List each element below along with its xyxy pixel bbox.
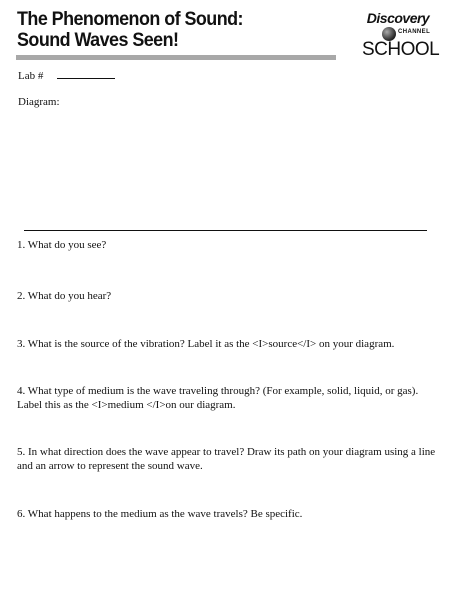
lab-label: Lab # [18,70,44,82]
lab-number-field [18,69,115,84]
title-line-2: Sound Waves Seen! [17,29,179,51]
diagram-label: Diagram: [18,96,60,108]
page-title [17,9,321,51]
title-line-1: The Phenomenon of Sound: [17,8,243,30]
question-4: 4. What type of medium is the wave traveling through? (For example, solid, liquid, or gas). Label this as the <I>medium </I>on our diagram. [17,385,419,411]
discovery-channel-school-logo [360,10,440,62]
question-1: 1. What do you see? [17,239,107,251]
logo-discovery-text: Discovery [366,10,430,26]
diagram-divider [24,230,427,231]
logo-school-text: SCHOOL [362,39,440,60]
question-5: 5. In what direction does the wave appear to travel? Draw its path on your diagram using a line and an arrow to represent the sound wave. [17,446,436,472]
question-2: 2. What do you hear? [17,290,112,302]
question-6: 6. What happens to the medium as the wave travels? Be specific. [17,508,303,520]
title-underline [16,55,336,60]
question-3: 3. What is the source of the vibration? Label it as the <I>source</I> on your diagram. [17,338,395,350]
logo-channel-text: CHANNEL [398,29,431,35]
lab-number-blank[interactable] [57,69,115,79]
